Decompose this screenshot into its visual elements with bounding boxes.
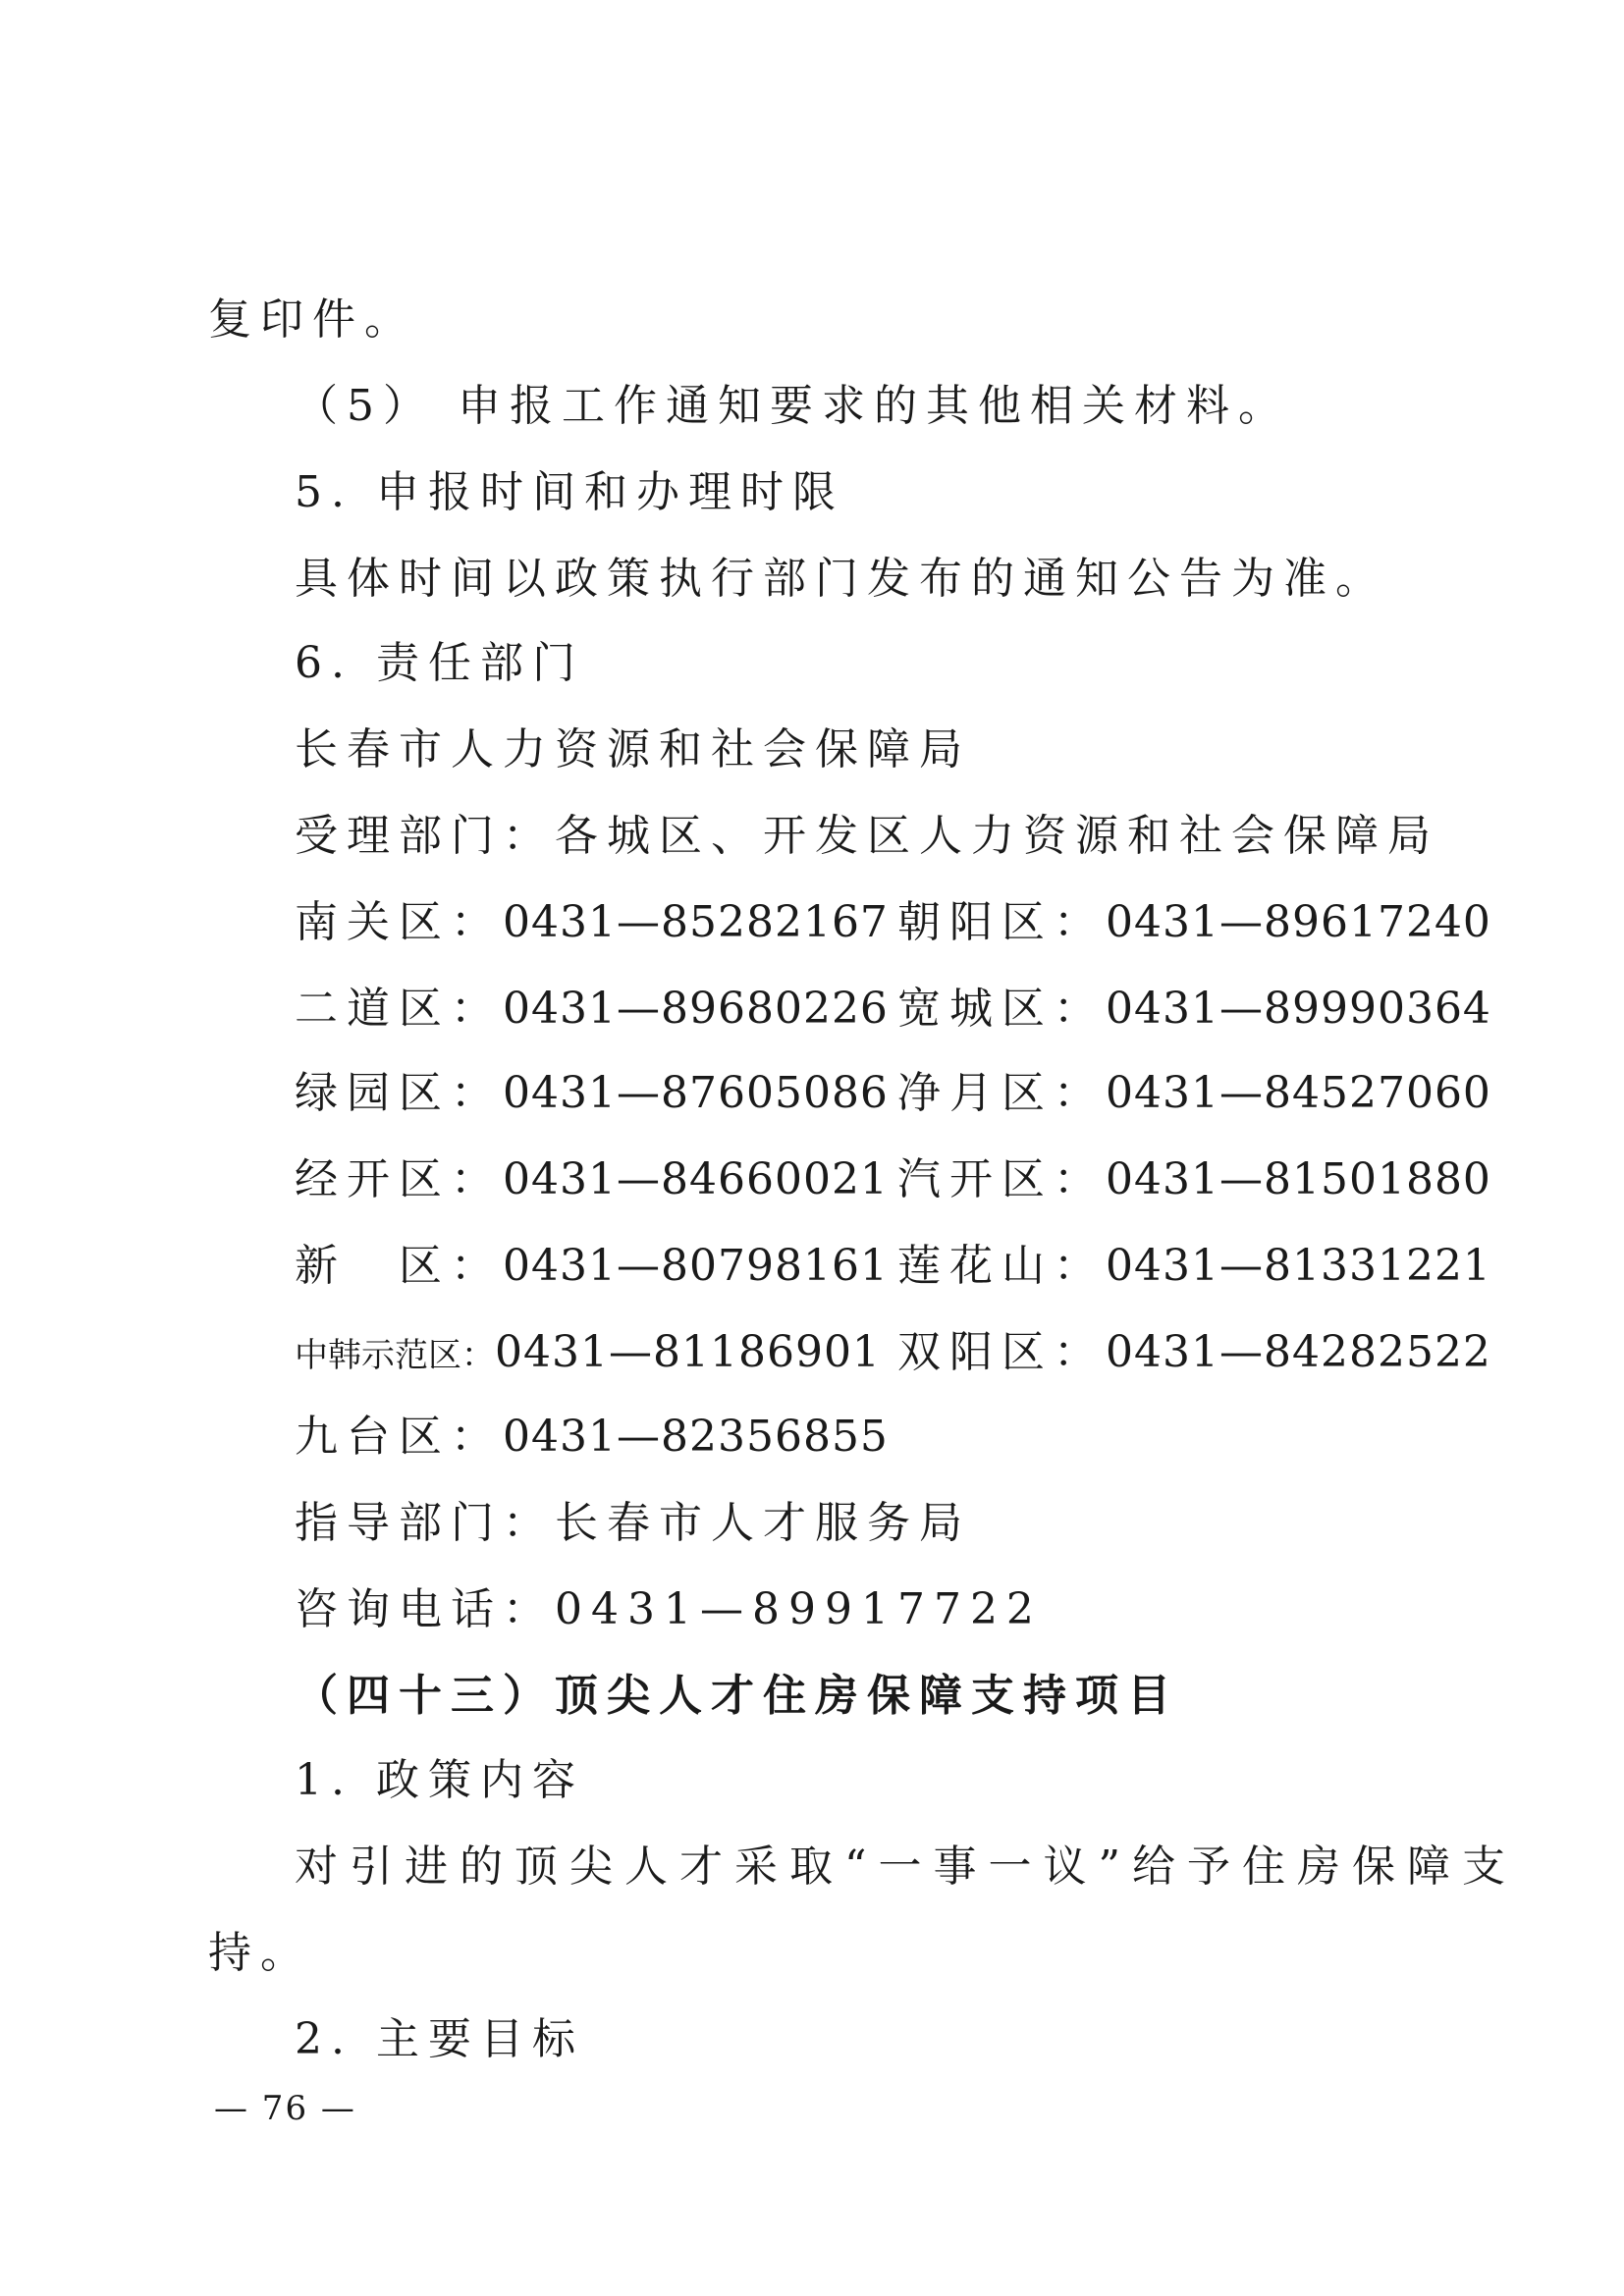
body-line: （5） 申报工作通知要求的其他相关材料。: [295, 381, 1290, 431]
phone-number: 0431—81186901: [495, 1327, 881, 1377]
section-title: （四十三）顶尖人才住房保障支持项目: [295, 1671, 1179, 1721]
phone-number: 0431—81331221: [1106, 1241, 1491, 1291]
district-name: 宽城区：: [897, 984, 1106, 1034]
phone-entry: [295, 1408, 889, 1467]
subheading-responsible-dept: 6. 责任部门: [295, 638, 584, 688]
district-name: 二道区：: [295, 984, 503, 1034]
phone-entry: [295, 980, 889, 1039]
guidance-dept: 指导部门：长春市人才服务局: [295, 1498, 971, 1548]
phone-entry: [897, 1323, 1491, 1382]
phone-entry: [897, 1064, 1491, 1123]
phone-number: 0431—82356855: [503, 1412, 889, 1462]
district-name: 双阳区：: [897, 1327, 1106, 1377]
phone-number: 0431—85282167: [503, 897, 889, 947]
phone-number: 0431—81501880: [1106, 1154, 1491, 1204]
subheading-goal: 2. 主要目标: [295, 2014, 584, 2064]
phone-number: 0431—89990364: [1106, 984, 1491, 1034]
phone-entry: [295, 893, 889, 952]
page-number: — 76 —: [214, 2089, 356, 2128]
phone-number: 0431—89617240: [1106, 897, 1491, 947]
phone-number: 0431—84660021: [503, 1154, 889, 1204]
district-name: 绿园区：: [295, 1068, 503, 1118]
policy-text: 对引进的顶尖人才采取“一事一议”给予住房保障支: [295, 1842, 1517, 1892]
phone-entry: [295, 1064, 889, 1123]
consult-phone: 咨询电话：0431—89917722: [295, 1584, 1043, 1634]
phone-number: 0431—80798161: [503, 1241, 889, 1291]
district-name: 经开区：: [295, 1154, 503, 1204]
phone-entry: [295, 1323, 881, 1385]
district-name: 净月区：: [897, 1068, 1106, 1118]
policy-text: 持。: [208, 1928, 312, 1978]
subheading-apply-time: 5. 申报时间和办理时限: [295, 467, 844, 517]
body-line: 复印件。: [208, 294, 416, 345]
phone-entry: [897, 1237, 1491, 1296]
phone-entry: [897, 980, 1491, 1039]
district-name: 朝阳区：: [897, 897, 1106, 947]
phone-number: 0431—84282522: [1106, 1327, 1491, 1377]
body-line: 长春市人力资源和社会保障局: [295, 724, 971, 774]
phone-entry: [295, 1150, 889, 1209]
body-line: 具体时间以政策执行部门发布的通知公告为准。: [295, 554, 1387, 604]
district-name: 新 区：: [295, 1241, 503, 1291]
phone-entry: [897, 1150, 1491, 1209]
phone-entry: [295, 1237, 889, 1296]
phone-number: 0431—84527060: [1106, 1068, 1491, 1118]
body-line: 受理部门：各城区、开发区人力资源和社会保障局: [295, 811, 1439, 861]
district-name: 九台区：: [295, 1412, 503, 1462]
district-name: 汽开区：: [897, 1154, 1106, 1204]
district-name: 中韩示范区：: [295, 1336, 495, 1375]
district-name: 莲花山：: [897, 1241, 1106, 1291]
district-name: 南关区：: [295, 897, 503, 947]
phone-number: 0431—89680226: [503, 984, 889, 1034]
phone-number: 0431—87605086: [503, 1068, 889, 1118]
phone-entry: [897, 893, 1491, 952]
subheading-policy: 1. 政策内容: [295, 1755, 584, 1805]
